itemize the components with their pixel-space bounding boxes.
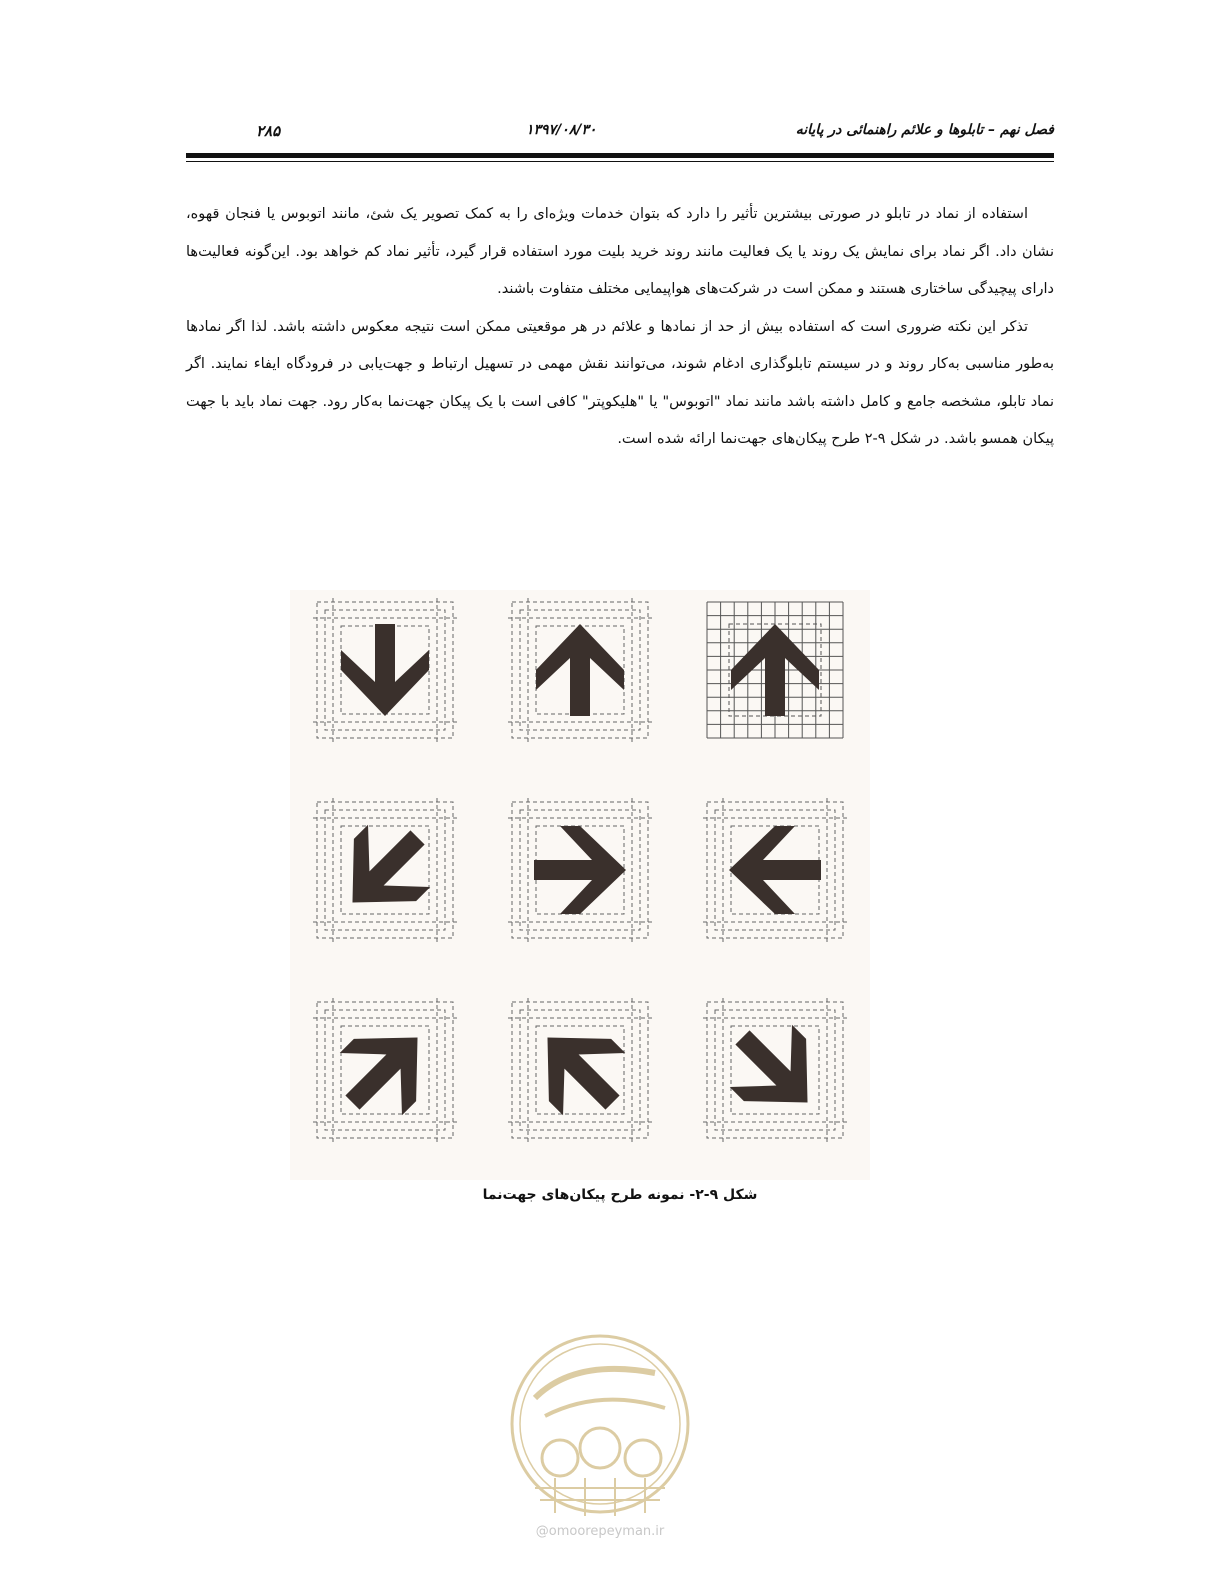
header-rule-thick [186,153,1054,158]
seal-icon [505,1328,695,1520]
arrow-tile-right [508,798,652,942]
arrow-up-left-icon [516,1006,643,1133]
figure-caption: شکل ۹-۲- نمونه طرح پیکان‌های جهت‌نما [482,1187,758,1203]
arrow-right-icon [534,826,626,914]
arrow-tile-up-right [313,998,457,1142]
page-number: ۲۸۵ [256,122,281,140]
body-text [186,196,1054,459]
arrow-tile-up-left [508,998,652,1142]
page-header [186,118,1054,146]
paragraph-2: تذکر این نکته ضروری است که استفاده بیش از حد از نمادها و علائم در هر موقعیتی ممکن است نتیجه معکوس داشته باشد. لذا اگر نمادها به‌طور مناسبی به‌کار روند و در سیستم تابلوگذاری ادغام شوند، می‌توانند نقش مهمی در تسهیل ارتباط و جهت‌یابی در فرودگاه ایفاء نمایند. اگر نماد تابلو، مشخصه جامع و کامل داشته باشد مانند نماد "اتوبوس" یا "هلیکوپتر" کافی است با یک پیکان جهت‌نما به‌کار رود. جهت نماد باید با جهت پیکان همسو باشد. در شکل ۹-۲ طرح پیکان‌های جهت‌نما ارائه شده است. [186,318,1054,447]
arrow-tile-up [707,602,843,738]
header-date: ۱۳۹۷/۰۸/۳۰ [526,122,597,138]
arrow-left-icon [729,826,821,914]
arrow-tile-down-right [703,998,847,1142]
arrow-down-left-icon [321,806,448,933]
arrow-down-icon [341,624,429,716]
arrow-down-right-icon [711,1006,838,1133]
arrow-tile-down-left [313,798,457,942]
arrow-figure [290,590,870,1180]
chapter-title: فصل نهم – تابلوها و علائم راهنمائی در پایانه [795,122,1054,138]
arrow-up-right-icon [321,1006,448,1133]
arrow-tile-up [508,598,652,742]
watermark-url: @omoorepeyman.ir [535,1524,665,1539]
arrow-up-icon [536,624,624,716]
arrow-tile-left [703,798,847,942]
arrow-up-icon [731,624,819,716]
watermark-logo [505,1328,695,1520]
header-rule-thin [186,161,1054,162]
paragraph-1: استفاده از نماد در تابلو در صورتی بیشترین تأثیر را دارد که بتوان خدمات ویژه‌ای را به کمک تصویر یک شئ، مانند اتوبوس یا فنجان قهوه، نشان داد. اگر نماد برای نمایش یک روند یا یک فعالیت مانند روند خرید بلیت مورد استفاده قرار گیرد، تأثیر نماد کم خواهد بود. این‌گونه فعالیت‌ها دارای پیچیدگی ساختاری هستند و ممکن است در شرکت‌های هواپیمایی مختلف متفاوت باشند. [186,206,1054,297]
arrow-tile-down [313,598,457,742]
arrow-grid-svg [290,590,870,1180]
